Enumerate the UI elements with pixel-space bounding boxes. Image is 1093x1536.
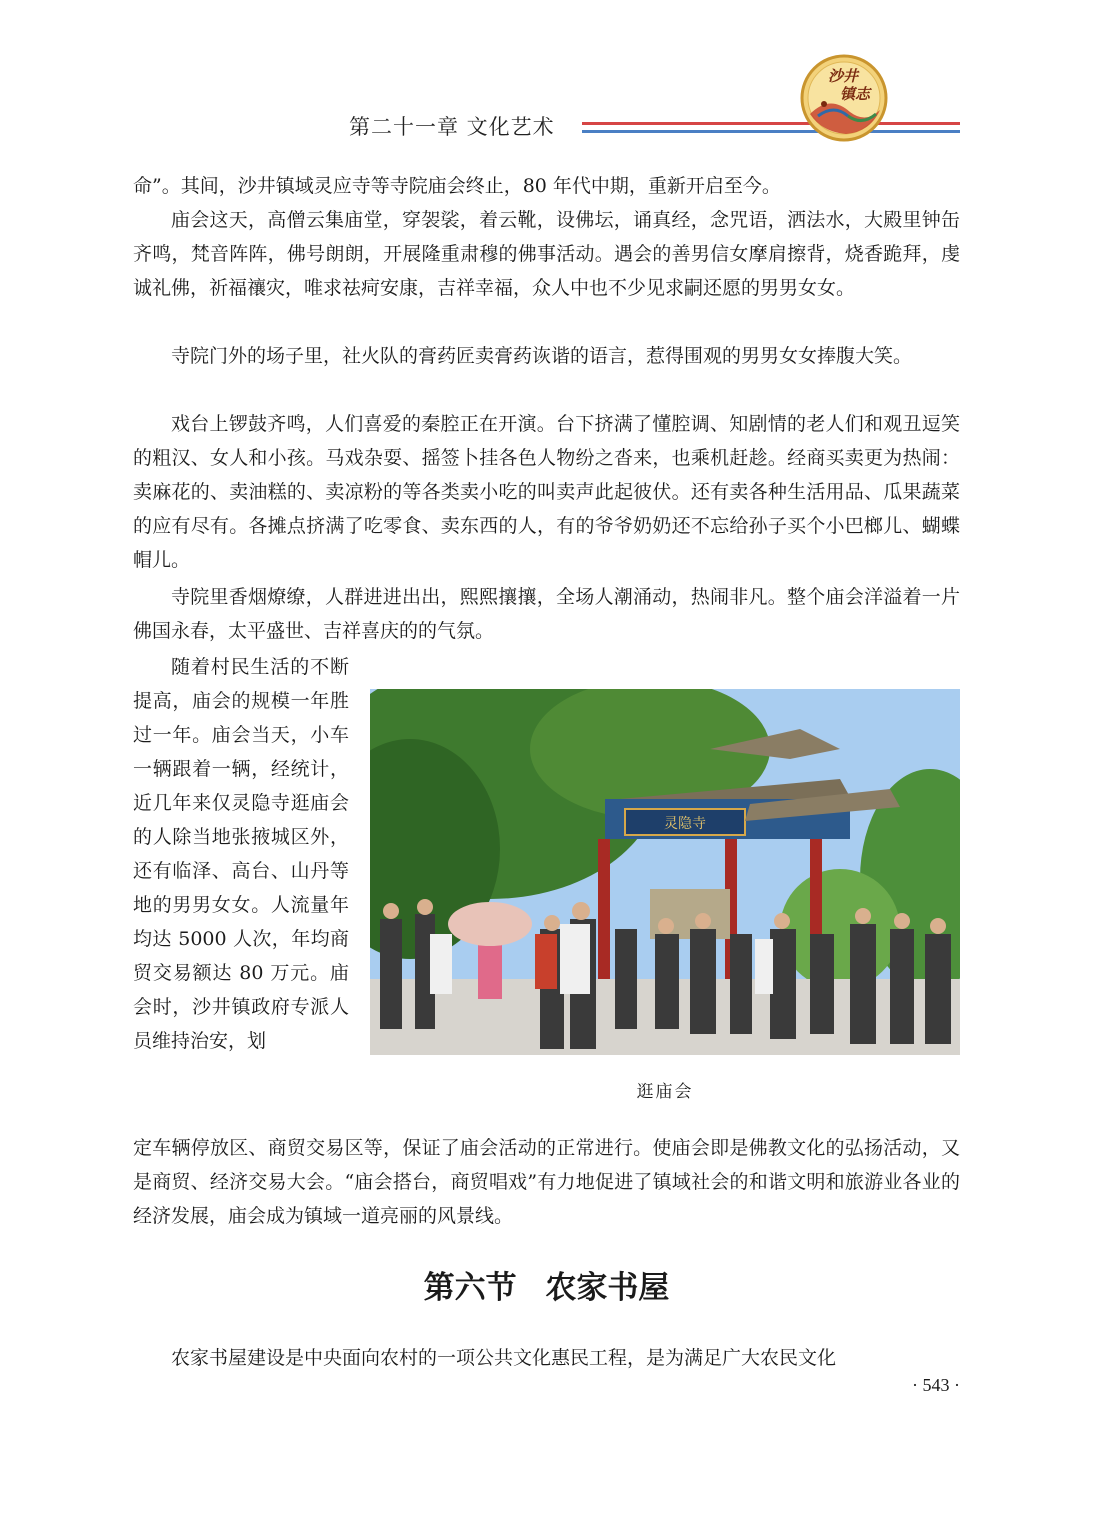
chapter-header: 第二十一章 文化艺术 [349,115,555,139]
paragraph-1: 命”。其间，沙井镇域灵应寺等寺院庙会终止，80 年代中期，重新开启至今。 [133,175,781,197]
paragraph-4: 戏台上锣鼓齐鸣，人们喜爱的秦腔正在开演。台下挤满了懂腔调、知剧情的老人们和观丑逗笑的粗汉、女人和小孩。马戏杂耍、摇签卜挂各色人物纷之沓来，也乘机赶趁。经商买卖更为热闹：卖麻花的、卖油糕的、卖凉粉的等各类卖小吃的叫卖声此起彼伏。还有卖各种生活用品、瓜果蔬菜的应有尽有。各摊点挤满了吃零食、卖东西的人，有的爷爷奶奶还不忘给孙子买个小巴榔儿、蝴蝶帽儿。 [133,413,960,571]
emblem-text-line1: 沙井 [828,67,859,85]
paragraph-5: 寺院里香烟燎缭，人群进进出出，熙熙攘攘，全场人潮涌动，热闹非凡。整个庙会洋溢着一片佛国永春，太平盛世、吉祥喜庆的的气氛。 [133,586,960,642]
page-number: · 543 · [912,1375,960,1395]
header-rule-blue [582,130,960,133]
paragraph-7: 农家书屋建设是中央面向农村的一项公共文化惠民工程，是为满足广大农民文化 [171,1347,837,1369]
section-title: 第六节 农家书屋 [423,1270,670,1306]
book-emblem-logo [800,54,888,142]
paragraph-3: 寺院门外的场子里，社火队的膏药匠卖膏药诙谐的语言，惹得围观的男男女女捧腹大笑。 [171,345,913,367]
gate-plaque-text: 灵隐寺 [664,816,706,832]
paragraph-2: 庙会这天，高僧云集庙堂，穿袈裟，着云靴，设佛坛，诵真经，念咒语，洒法水，大殿里钟缶齐鸣，梵音阵阵，佛号朗朗，开展隆重肃穆的佛事活动。遇会的善男信女摩肩擦背，烧香跪拜，虔诚礼佛，祈福禳灾，唯求祛疴安康，吉祥幸福，众人中也不少见求嗣还愿的男男女女。 [133,209,960,299]
temple-fair-photo [370,689,960,1055]
paragraph-6-continued: 定车辆停放区、商贸交易区等，保证了庙会活动的正常进行。使庙会即是佛教文化的弘扬活动，又是商贸、经济交易大会。“庙会搭台，商贸唱戏”有力地促进了镇域社会的和谐文明和旅游业各业的经济发展，庙会成为镇域一道亮丽的风景线。 [133,1137,960,1227]
emblem-text-line2: 镇志 [840,85,871,103]
photo-caption: 逛庙会 [636,1082,694,1102]
header-rule-red [582,122,960,125]
paragraph-6-side: 随着村民生活的不断提高，庙会的规模一年胜过一年。庙会当天，小车一辆跟着一辆，经统计，近几年来仅灵隐寺逛庙会的人除当地张掖城区外，还有临泽、高台、山丹等地的男男女女。人流量年均达 5000 人次，年均商贸交易额达 80 万元。庙会时，沙井镇政府专派人员维持治安，划 [133,656,349,1052]
